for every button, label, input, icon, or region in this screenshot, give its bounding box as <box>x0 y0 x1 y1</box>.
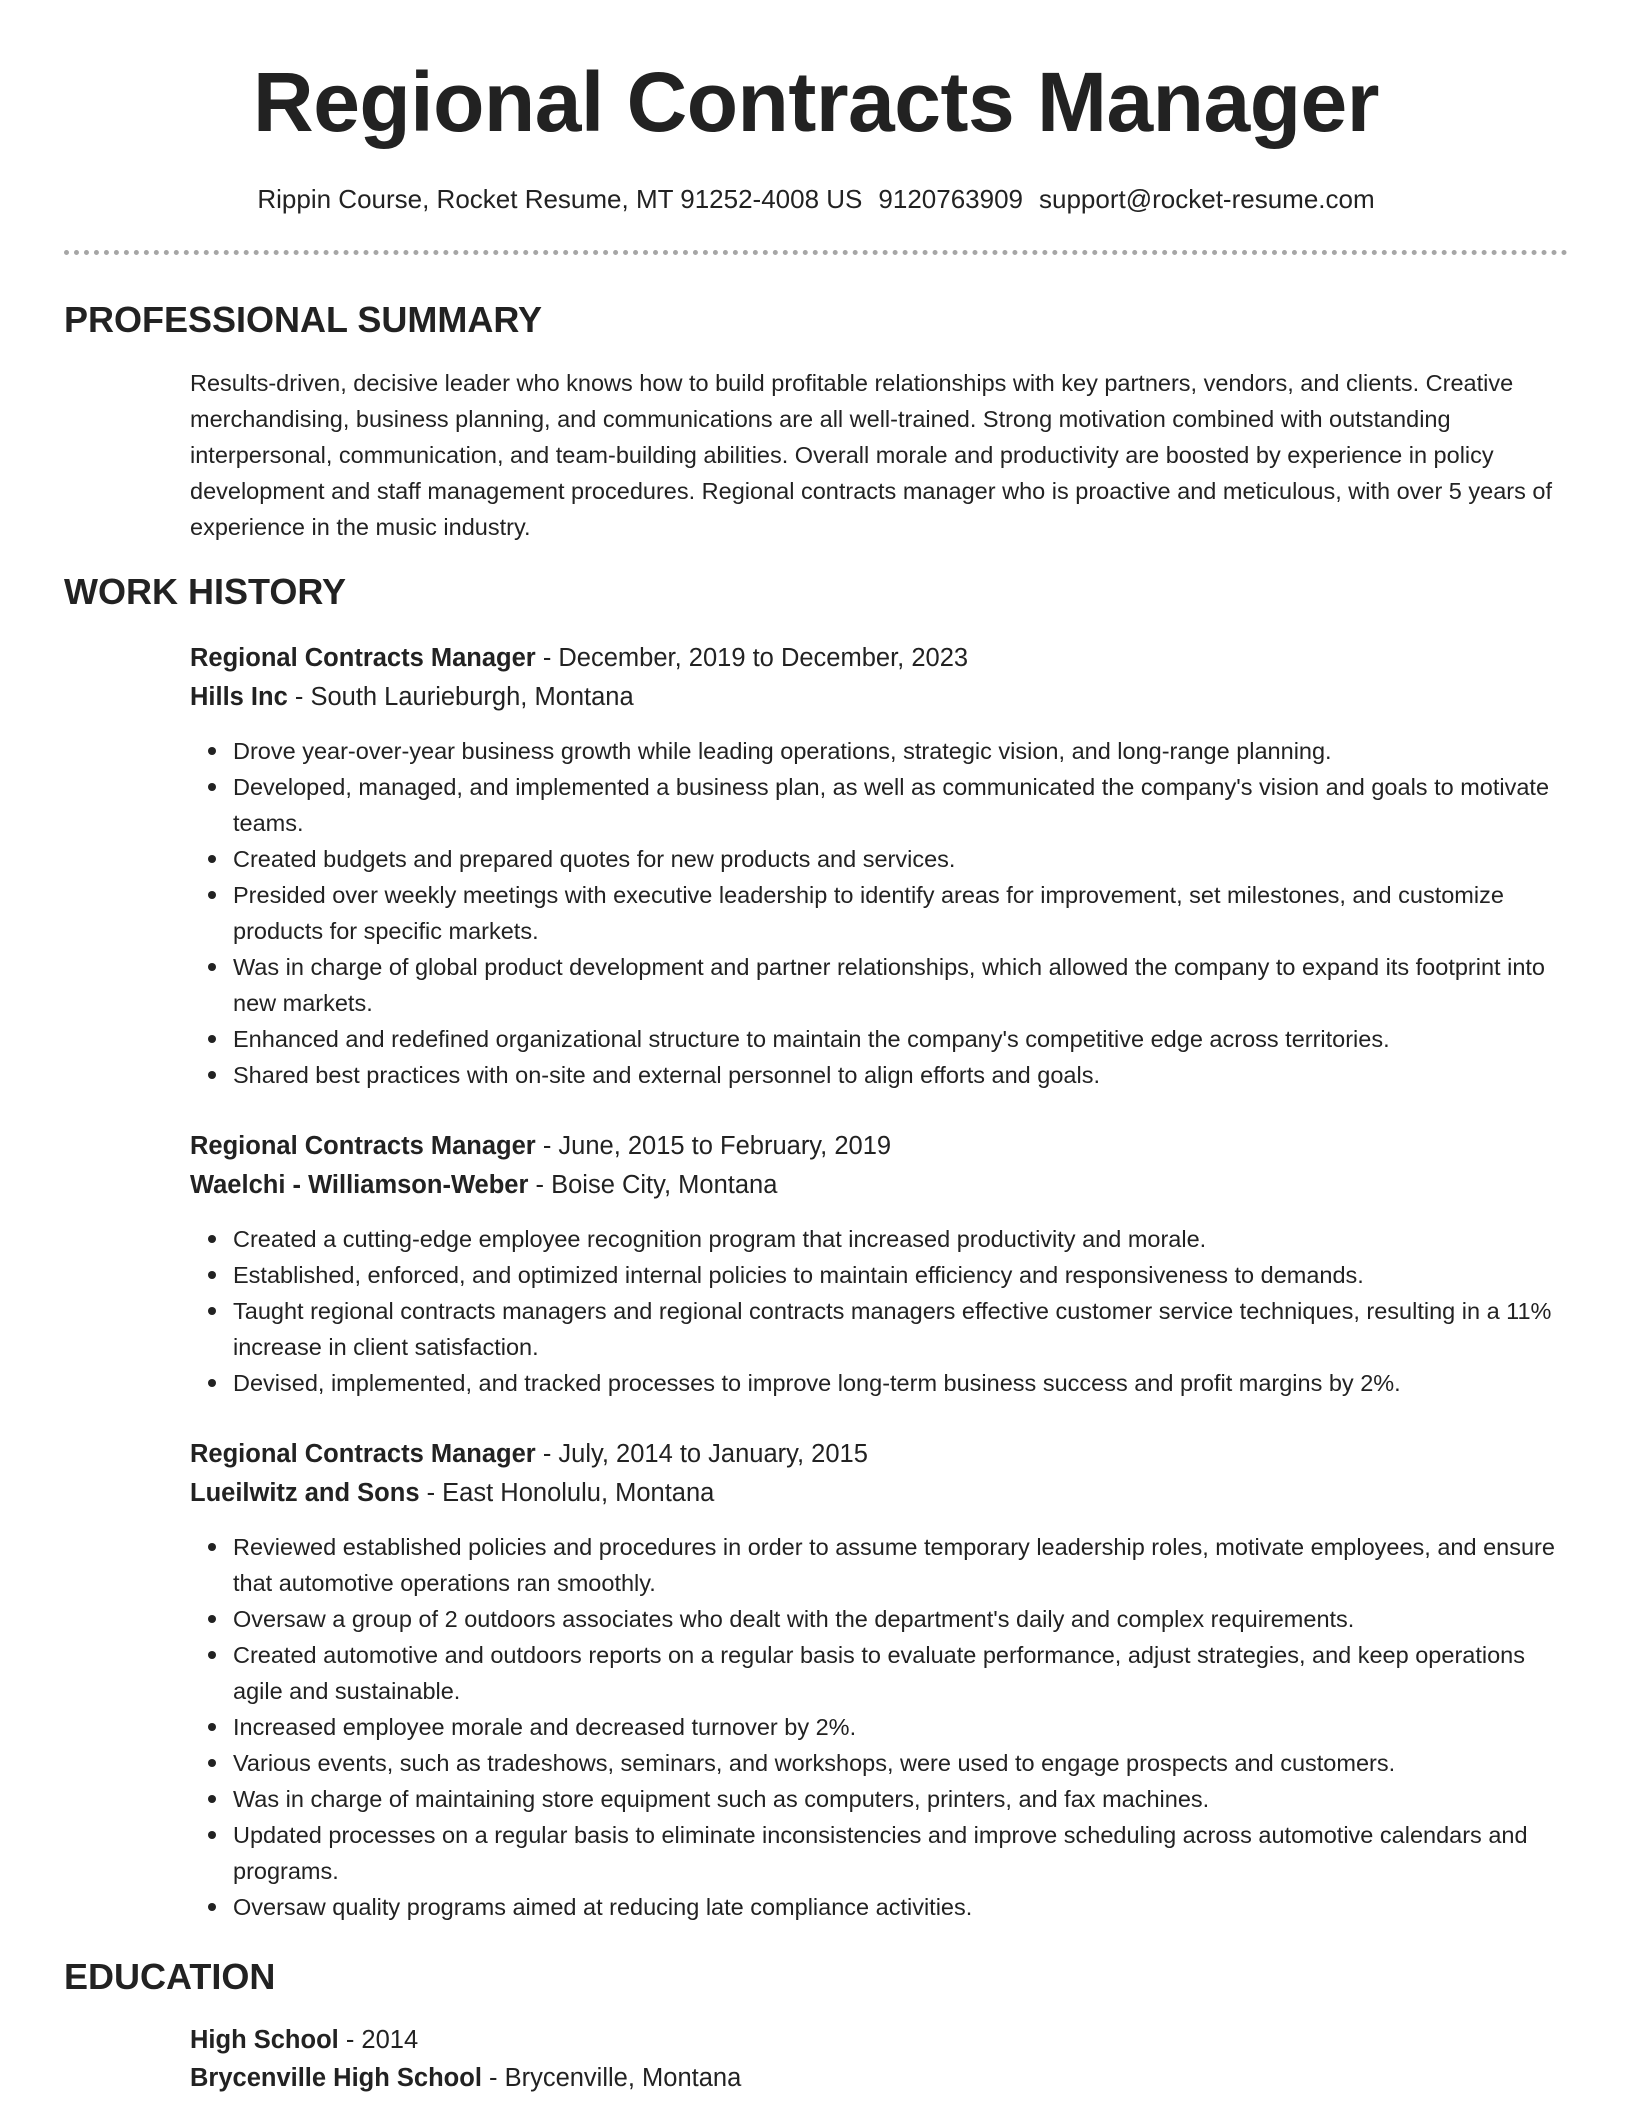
education-location: - Brycenville, Montana <box>481 2064 742 2092</box>
job-dates: - December, 2019 to December, 2023 <box>535 644 969 672</box>
job-dates: - July, 2014 to January, 2015 <box>535 1440 868 1468</box>
job-3-title-line <box>190 1436 868 1472</box>
contact-email: support@rocket-resume.com <box>1039 184 1375 214</box>
list-item: Created automotive and outdoors reports on a regular basis to evaluate performance, adjust strategies, and keep operations agile and sustainable. <box>233 1637 1570 1709</box>
job-1-bullets <box>190 733 1570 1093</box>
job-role: Regional Contracts Manager <box>190 644 536 672</box>
job-3-bullets <box>190 1529 1570 1925</box>
job-location: - East Honolulu, Montana <box>419 1479 715 1507</box>
education-school: Brycenville High School <box>190 2064 482 2092</box>
list-item: Oversaw a group of 2 outdoors associates who dealt with the department's daily and complex requirements. <box>233 1601 1570 1637</box>
contact-address: Rippin Course, Rocket Resume, MT 91252-4008 US <box>257 184 863 214</box>
job-3-company-line <box>190 1475 714 1511</box>
list-item: Established, enforced, and optimized internal policies to maintain efficiency and responsiveness to demands. <box>233 1257 1570 1293</box>
list-item: Developed, managed, and implemented a business plan, as well as communicated the company's vision and goals to motivate teams. <box>233 769 1570 841</box>
education-heading: EDUCATION <box>64 1956 276 1997</box>
contact-phone: 9120763909 <box>878 184 1024 214</box>
list-item: Created a cutting-edge employee recognition program that increased productivity and morale. <box>233 1221 1570 1257</box>
job-2-bullets <box>190 1221 1570 1401</box>
list-item: Created budgets and prepared quotes for new products and services. <box>233 841 1570 877</box>
education-school-line <box>190 2060 741 2096</box>
list-item: Reviewed established policies and procedures in order to assume temporary leadership roles, motivate employees, and ensure that automotive operations ran smoothly. <box>233 1529 1570 1601</box>
list-item: Was in charge of global product development and partner relationships, which allowed the company to expand its footprint into new markets. <box>233 949 1570 1021</box>
list-item: Updated processes on a regular basis to eliminate inconsistencies and improve scheduling across automotive calendars and programs. <box>233 1817 1570 1889</box>
job-dates: - June, 2015 to February, 2019 <box>535 1132 892 1160</box>
list-item: Devised, implemented, and tracked processes to improve long-term business success and profit margins by 2%. <box>233 1365 1570 1401</box>
job-1-company-line <box>190 679 634 715</box>
job-company: Waelchi - Williamson-Weber <box>190 1171 529 1199</box>
education-year: - 2014 <box>338 2026 419 2054</box>
list-item: Increased employee morale and decreased turnover by 2%. <box>233 1709 1570 1745</box>
job-2-company-line <box>190 1167 777 1203</box>
header-divider <box>64 250 1568 255</box>
job-role: Regional Contracts Manager <box>190 1132 536 1160</box>
education-degree-line <box>190 2022 418 2058</box>
job-role: Regional Contracts Manager <box>190 1440 536 1468</box>
list-item: Presided over weekly meetings with executive leadership to identify areas for improvement, set milestones, and customize products for specific markets. <box>233 877 1570 949</box>
list-item: Various events, such as tradeshows, seminars, and workshops, were used to engage prospects and customers. <box>233 1745 1570 1781</box>
list-item: Taught regional contracts managers and regional contracts managers effective customer service techniques, resulting in a 11% increase in client satisfaction. <box>233 1293 1570 1365</box>
list-item: Was in charge of maintaining store equipment such as computers, printers, and fax machines. <box>233 1781 1570 1817</box>
job-2-title-line <box>190 1128 891 1164</box>
summary-text: Results-driven, decisive leader who knows how to build profitable relationships with key partners, vendors, and clients. Creative merchandising, business planning, and communications are all well-trained. Strong motivation combined with outstanding interpersonal, communication, and team-building abilities. Overall morale and productivity are boosted by experience in policy development and staff management procedures. Regional contracts manager who is proactive and meticulous, with over 5 years of experience in the music industry. <box>190 370 1553 540</box>
list-item: Shared best practices with on-site and external personnel to align efforts and goals. <box>233 1057 1570 1093</box>
education-degree: High School <box>190 2026 339 2054</box>
job-1-title-line <box>190 640 968 676</box>
work-history-heading: WORK HISTORY <box>64 571 347 612</box>
job-location: - South Laurieburgh, Montana <box>287 683 634 711</box>
job-location: - Boise City, Montana <box>528 1171 778 1199</box>
summary-heading: PROFESSIONAL SUMMARY <box>64 299 543 340</box>
list-item: Drove year-over-year business growth while leading operations, strategic vision, and long-range planning. <box>233 733 1570 769</box>
job-company: Hills Inc <box>190 683 288 711</box>
job-company: Lueilwitz and Sons <box>190 1479 420 1507</box>
list-item: Enhanced and redefined organizational structure to maintain the company's competitive edge across territories. <box>233 1021 1570 1057</box>
contact-line <box>0 181 1632 217</box>
list-item: Oversaw quality programs aimed at reducing late compliance activities. <box>233 1889 1570 1925</box>
resume-name: Regional Contracts Manager <box>253 55 1379 149</box>
